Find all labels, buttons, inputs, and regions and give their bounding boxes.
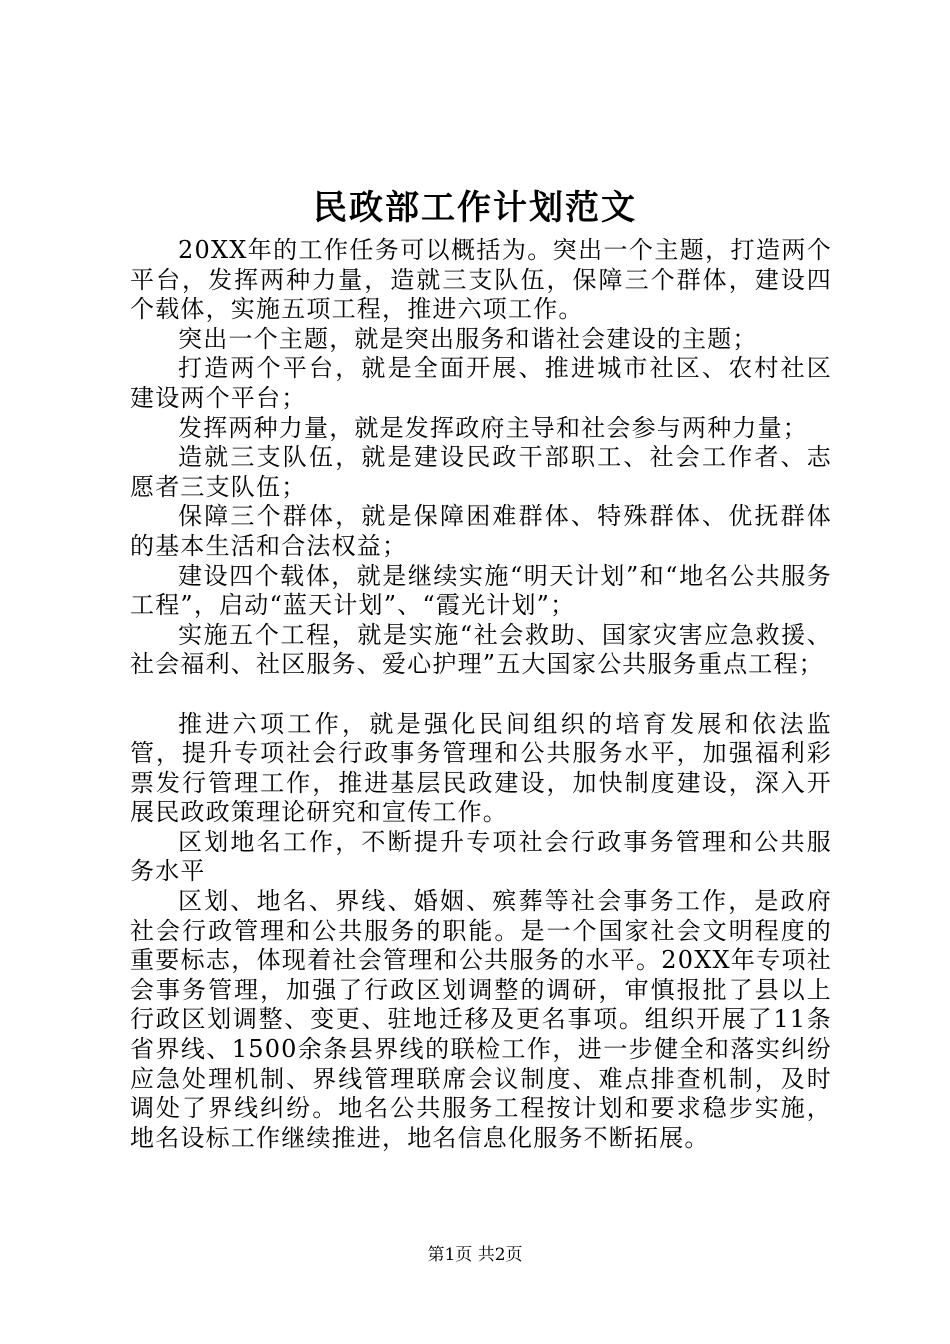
paragraph-tasks: 推进六项工作，就是强化民间组织的培育发展和依法监管，提升专项社会行政事务管理和公共服务水平，加强福利彩票发行管理工作，推进基层民政建设，加快制度建设，深入开展民政政策理论研究和宣传工作。	[130, 709, 832, 827]
paragraph-theme: 突出一个主题，就是突出服务和谐社会建设的主题；	[178, 324, 758, 353]
document-body	[130, 236, 832, 1153]
paragraph-carriers: 建设四个载体，就是继续实施“明天计划”和“地名公共服务工程”，启动“蓝天计划”、“霞光计划”；	[130, 561, 832, 620]
paragraph-projects: 实施五个工程，就是实施“社会救助、国家灾害应急救援、社会福利、社区服务、爱心护理”五大国家公共服务重点工程；	[130, 620, 832, 679]
paragraph-summary: 20XX年的工作任务可以概括为。突出一个主题，打造两个平台，发挥两种力量，造就三支队伍，保障三个群体，建设四个载体，实施五项工程，推进六项工作。	[130, 236, 832, 324]
document-title: 民政部工作计划范文	[313, 188, 637, 228]
paragraph-platforms: 打造两个平台，就是全面开展、推进城市社区、农村社区建设两个平台；	[130, 354, 832, 412]
paragraph-section-heading: 区划地名工作，不断提升专项社会行政事务管理和公共服务水平	[130, 827, 832, 886]
paragraph-teams: 造就三支队伍，就是建设民政干部职工、社会工作者、志愿者三支队伍；	[130, 443, 832, 501]
paragraph-forces: 发挥两种力量，就是发挥政府主导和社会参与两种力量；	[178, 413, 808, 442]
page-footer: 第1页 共2页	[427, 1245, 523, 1265]
paragraph-groups: 保障三个群体，就是保障困难群体、特殊群体、优抚群体的基本生活和合法权益；	[130, 502, 832, 560]
paragraph-affairs: 区划、地名、界线、婚姻、殡葬等社会事务工作，是政府社会行政管理和公共服务的职能。是一个国家社会文明程度的重要标志，体现着社会管理和公共服务的水平。20XX年专项社会事务管理，加强了行政区划调整的调研，审慎报批了县以上行政区划调整、变更、驻地迁移及更名事项。组织开展了11条省界线、1500余条县界线的联检工作，进一步健全和落实纠纷应急处理机制、界线管理联席会议制度、难点排查机制，及时调处了界线纠纷。地名公共服务工程按计划和要求稳步实施，地名设标工作继续推进，地名信息化服务不断拓展。	[130, 887, 832, 1152]
